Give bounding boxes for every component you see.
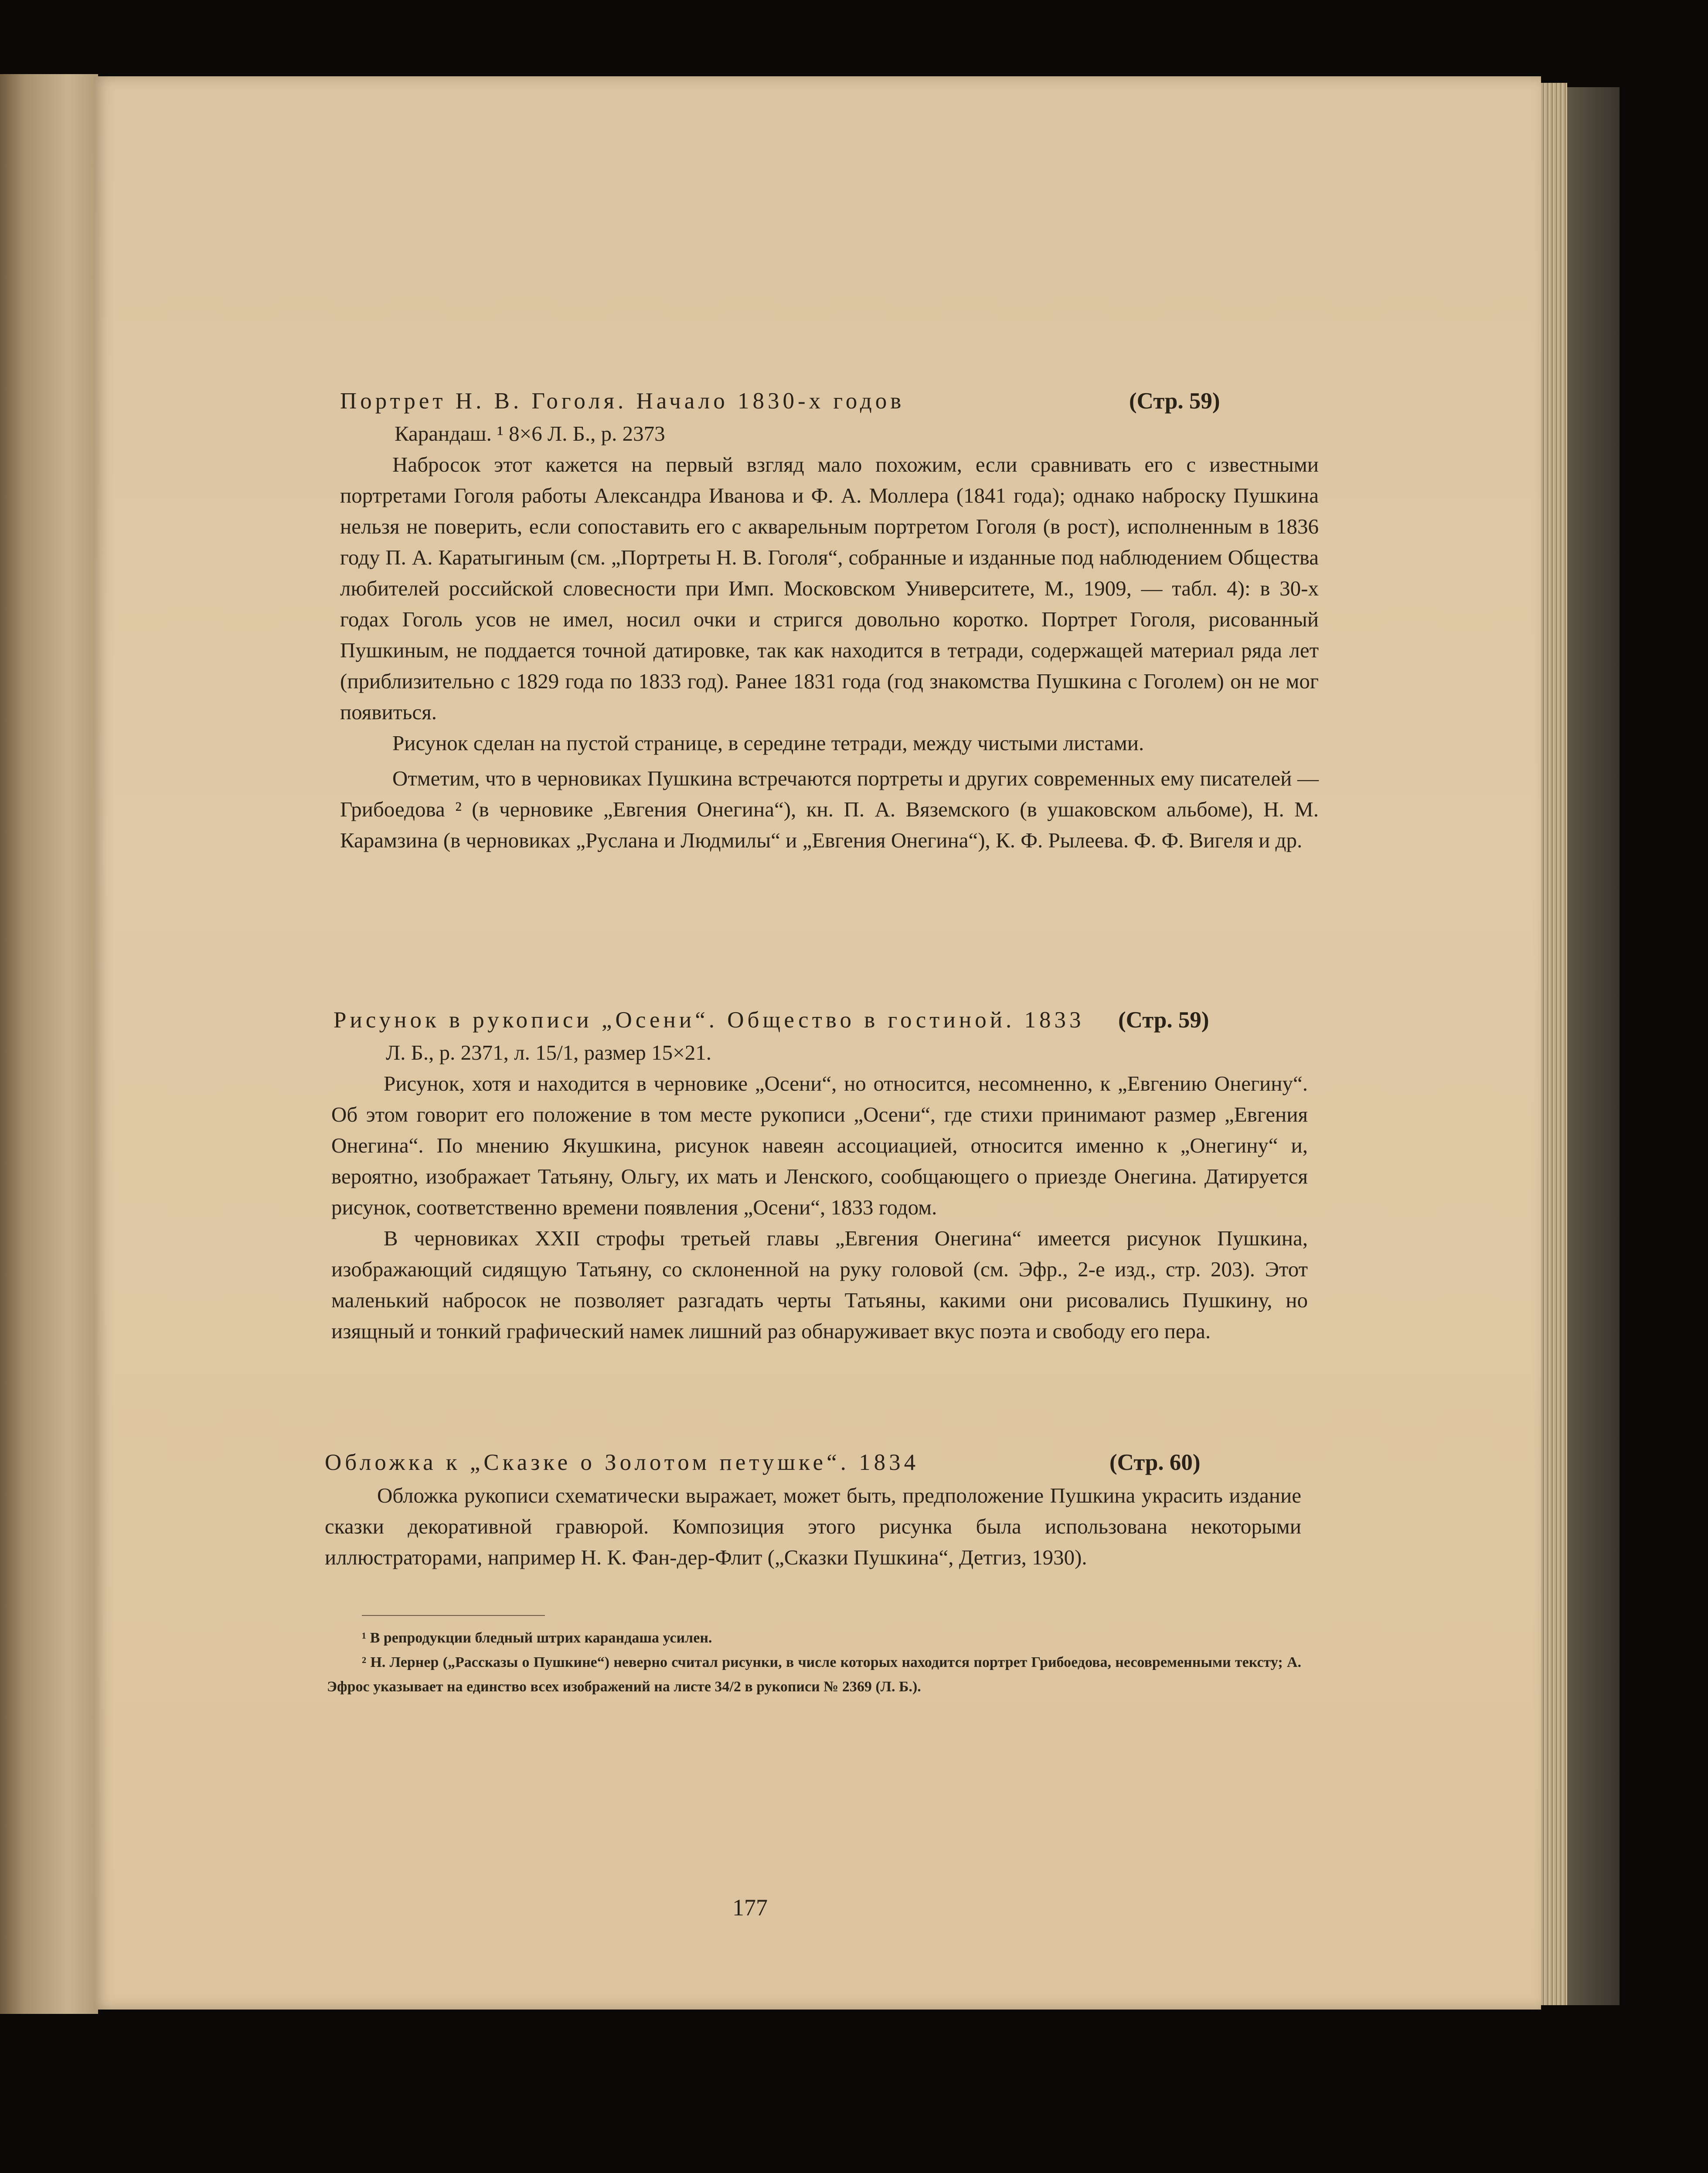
paragraph: В черновиках XXII строфы третьей главы „Евгения Онегина“ имеется рисунок Пушкина, изображающий сидящую Татьяну, со склоненной на руку головой (см. Эфр., 2-е изд., стр. 203). Этот маленький набросок не позволяет разгадать черты Татьяны, какими они рисовались Пушкину, но изящный и тонкий графический намек лишний раз обнаруживает вкус поэта и свободу его пера. [331, 1226, 1308, 1343]
section-body-gogol [340, 449, 1319, 856]
footnotes [327, 1626, 1301, 1699]
paragraph: Отметим, что в черновиках Пушкина встречаются портреты и других современных ему писателей — Грибоедова ² (в черновике „Евгения Онегина“), кн. П. А. Вяземского (в ушаковском альбоме), Н. М. Карамзина (в черновиках „Руслана и Людмилы“ и „Евгения Онегина“), К. Ф. Рылеева. Ф. Ф. Вигеля и др. [340, 766, 1319, 852]
footnote-1: ¹ В репродукции бледный штрих карандаша усилен. [362, 1630, 712, 1646]
page-text [94, 76, 1541, 2010]
facing-page-edge [0, 74, 98, 2014]
paragraph: Рисунок сделан на пустой странице, в середине тетради, между чистыми листами. [392, 731, 1144, 755]
paragraph: Рисунок, хотя и находится в черновике „Осени“, но относится, несомненно, к „Евгению Онегину“. Об этом говорит его положение в том месте рукописи „Осени“, где стихи принимают размер „Евгения Онегина“. По мнению Якушкина, рисунок навеян ассоциацией, относится именно к „Онегину“ и, вероятно, изображает Татьяну, Ольгу, их мать и Ленского, сообщающего о приезде Онегина. Датируется рисунок, соответственно времени появления „Осени“, 1833 годом. [331, 1071, 1308, 1219]
page-block-edge [1541, 83, 1567, 2005]
section-body-oseni [331, 1068, 1308, 1347]
section-body-petushok [325, 1480, 1301, 1573]
section-meta-oseni: Л. Б., р. 2371, л. 15/1, размер 15×21. [386, 1041, 711, 1064]
footnote-2: ² Н. Лернер („Рассказы о Пушкине“) неверно считал рисунки, в числе которых находится портрет Грибоедова, несовременными тексту; А. Эфрос указывает на единство всех изображений на листе 34/2 в рукописи № 2369 (Л. Б.). [327, 1654, 1301, 1695]
paragraph: Обложка рукописи схематически выражает, может быть, предположение Пушкина украсить издание сказки декоративной гравюрой. Композиция этого рисунка была использована некоторыми иллюстраторами, например Н. К. Фан-дер-Флит („Сказки Пушкина“, Детгиз, 1930). [325, 1483, 1301, 1569]
paragraph: Набросок этот кажется на первый взгляд мало похожим, если сравнивать его с известными портретами Гоголя работы Александра Иванова и Ф. А. Моллера (1841 года); однако наброску Пушкина нельзя не поверить, если сопоставить его с акварельным портретом Гоголя (в рост), исполненным в 1836 году П. А. Каратыгиным (см. „Портреты Н. В. Гоголя“, собранные и изданные под наблюдением Общества любителей российской словесности при Имп. Московском Университете, М., 1909, — табл. 4): в 30-х годах Гоголь усов не имел, носил очки и стригся довольно коротко. Портрет Гоголя, рисованный Пушкиным, не поддается точной датировке, так как находится в тетради, содержащей материал ряда лет (приблизительно с 1829 года по 1833 год). Ранее 1831 года (год знакомства Пушкина с Гоголем) он не мог появиться. [340, 452, 1319, 724]
section-ref-petushok: (Стр. 60) [1109, 1450, 1201, 1475]
section-meta-gogol: Карандаш. ¹ 8×6 Л. Б., р. 2373 [395, 422, 665, 445]
book-cover-edge [1567, 87, 1620, 2005]
section-title-oseni: Рисунок в рукописи „Осени“. Общество в гостиной. 1833 [333, 1007, 1085, 1033]
section-title-petushok: Обложка к „Сказке о Золотом петушке“. 1834 [325, 1450, 919, 1475]
book-page [94, 76, 1541, 2010]
section-ref-oseni: (Стр. 59) [1118, 1007, 1209, 1033]
footnote-divider [362, 1615, 545, 1616]
section-title-gogol: Портрет Н. В. Гоголя. Начало 1830-х годов [340, 388, 905, 414]
section-ref-gogol: (Стр. 59) [1129, 388, 1220, 414]
page-number: 177 [732, 1894, 768, 1921]
